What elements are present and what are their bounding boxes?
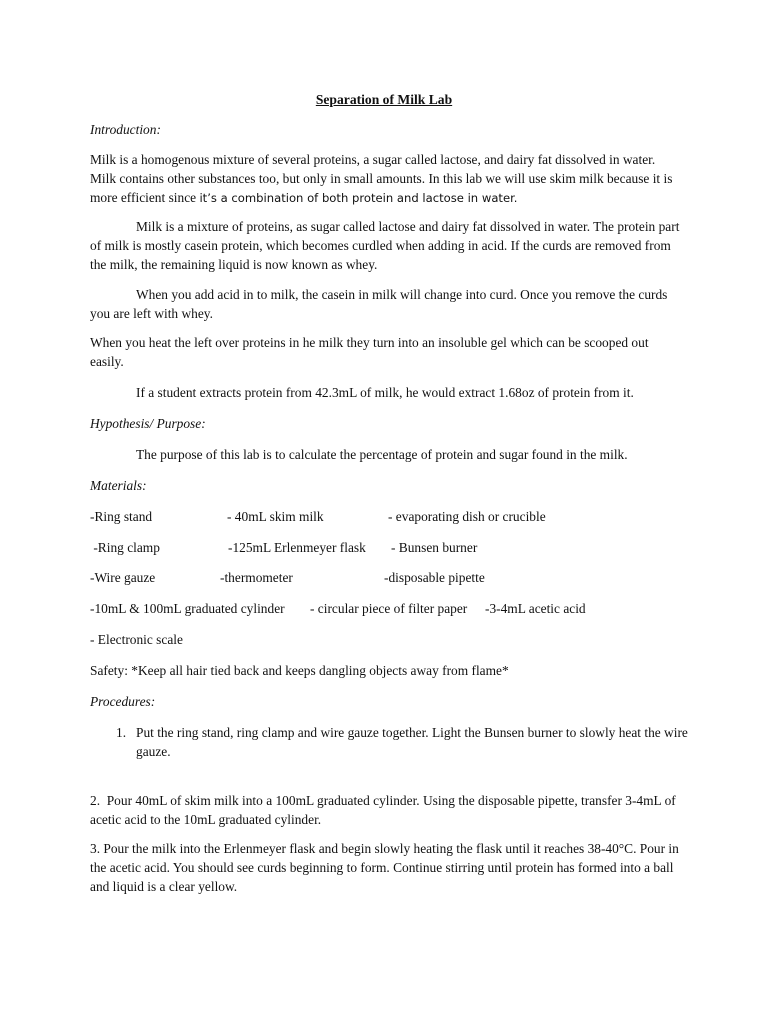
material-item: -125mL Erlenmeyer flask (228, 540, 366, 555)
intro-paragraph-5: If a student extracts protein from 42.3mL of milk, he would extract 1.68oz of protein from it. (136, 385, 634, 400)
hypothesis-paragraph: The purpose of this lab is to calculate the percentage of protein and sugar found in the milk. (136, 447, 628, 462)
material-item: -Wire gauze (90, 570, 156, 585)
material-item: -disposable pipette (384, 570, 485, 585)
materials-row (0, 507, 768, 527)
procedure-step-number: 1. (116, 725, 127, 740)
procedures-heading: Procedures: (90, 694, 156, 709)
material-item: - 40mL skim milk (227, 509, 324, 524)
materials-row (0, 599, 768, 619)
intro-paragraph-1 (90, 150, 682, 208)
material-item: - circular piece of filter paper (310, 601, 468, 616)
material-item: -Ring stand (90, 509, 153, 524)
intro-paragraph-3: When you add acid in to milk, the casein in milk will change into curd. Once you remove the curds you are left with whey. (90, 287, 668, 321)
document-title: Separation of Milk Lab (315, 92, 453, 107)
material-item: -10mL & 100mL graduated cylinder (90, 601, 285, 616)
material-item: -Ring clamp (90, 540, 160, 555)
introduction-heading: Introduction: (90, 122, 161, 137)
material-item: -3-4mL acetic acid (485, 601, 586, 616)
material-item: - Electronic scale (90, 632, 183, 647)
materials-heading: Materials: (90, 478, 147, 493)
intro-paragraph-1-text: Milk is a homogenous mixture of several proteins, a sugar called lactose, and dairy fat dissolved in water. Milk contains other substances too, but only in small amounts. In this lab we will use skim milk because it is more efficient since (90, 152, 673, 205)
material-item: - evaporating dish or crucible (388, 509, 546, 524)
material-item: - Bunsen burner (391, 540, 478, 555)
procedure-step-2: 2. Pour 40mL of skim milk into a 100mL graduated cylinder. Using the disposable pipette, transfer 3-4mL of acetic acid to the 10mL graduated cylinder. (90, 793, 680, 827)
intro-paragraph-4: When you heat the left over proteins in he milk they turn into an insoluble gel which can be scooped out easily. (90, 335, 649, 369)
procedure-step-3: 3. Pour the milk into the Erlenmeyer flask and begin slowly heating the flask until it reaches 38-40°C. Pour in the acetic acid. You should see curds beginning to form. Continue stirring until protein has formed into a ball and liquid is a clear yellow. (90, 841, 679, 894)
hypothesis-heading: Hypothesis/ Purpose: (90, 416, 206, 431)
procedure-step-text: Put the ring stand, ring clamp and wire gauze together. Light the Bunsen burner to slowly heat the wire gauze. (136, 725, 688, 759)
materials-row (0, 568, 768, 588)
safety-note: Safety: *Keep all hair tied back and keeps dangling objects away from flame* (90, 663, 509, 678)
intro-paragraph-2: Milk is a mixture of proteins, as sugar called lactose and dairy fat dissolved in water. The protein part of milk is mostly casein protein, which becomes curdled when adding in acid. If the curds are removed from the milk, the remaining liquid is now known as whey. (90, 219, 680, 272)
materials-row (0, 630, 768, 650)
intro-paragraph-1-sans-text: it’s a combination of both protein and lactose in water. (199, 191, 518, 205)
materials-row (0, 538, 768, 558)
material-item: -thermometer (220, 570, 293, 585)
